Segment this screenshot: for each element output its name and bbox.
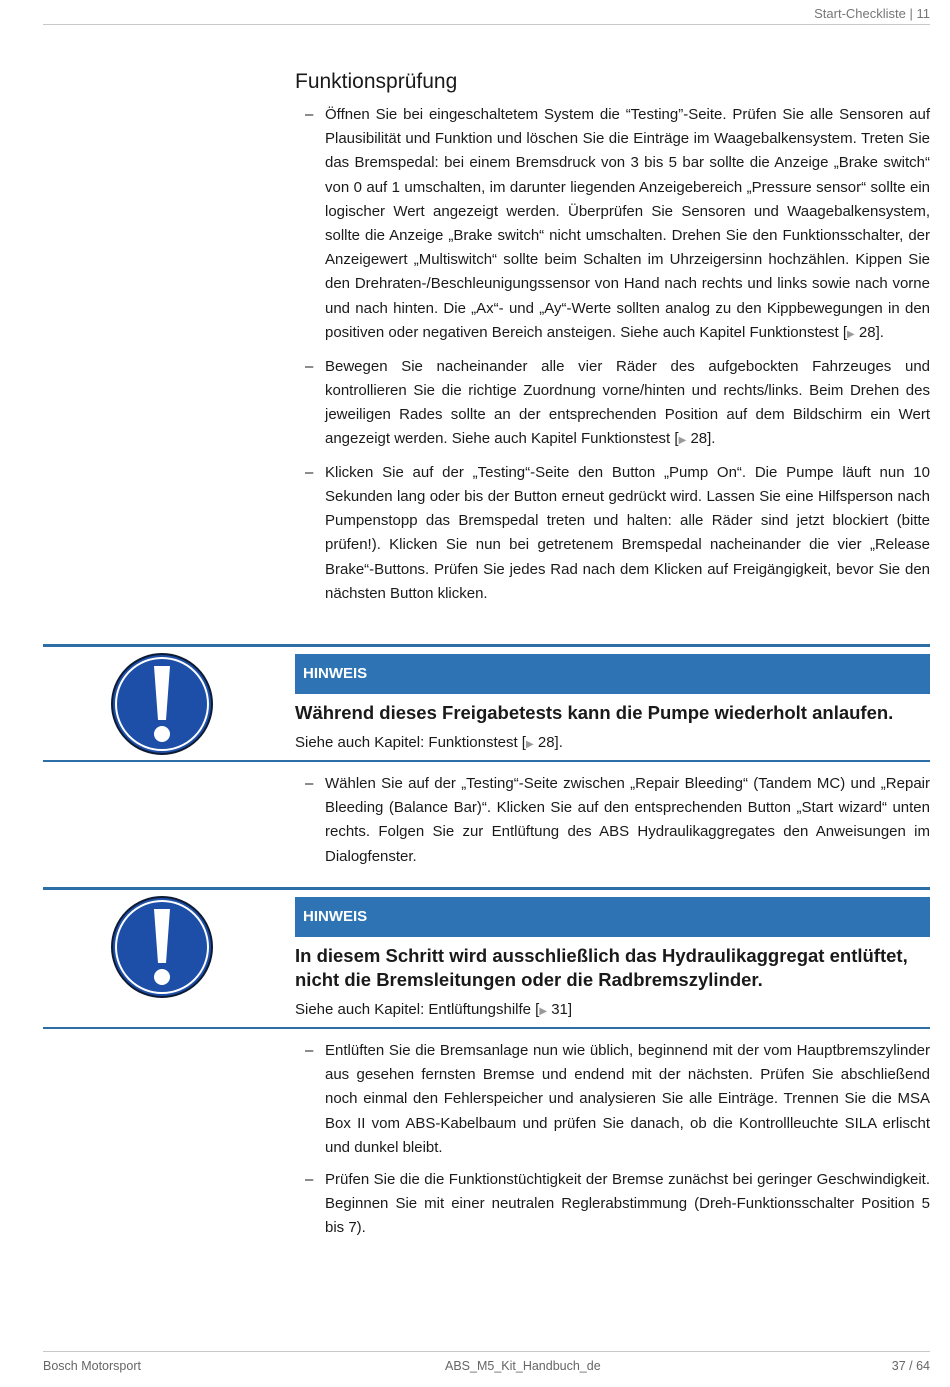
notice-reference: Siehe auch Kapitel: Funktionstest [▶ 28]. xyxy=(295,734,563,751)
notice-bottom-rule xyxy=(43,1027,930,1029)
notice-top-rule xyxy=(43,644,930,647)
warning-exclamation-icon xyxy=(110,895,214,999)
instruction-list-2 xyxy=(295,772,930,876)
footer-divider xyxy=(43,1351,930,1352)
footer-page-number: 37 / 64 xyxy=(891,1359,930,1373)
notice-reference: Siehe auch Kapitel: Entlüftungshilfe [▶ 31] xyxy=(295,1001,573,1018)
list-item: – Klicken Sie auf der „Testing“-Seite den Button „Pump On“. Die Pumpe läuft nun 10 Sekunden lang oder bis der Button erneut gedrückt wird. Lassen Sie eine Hilfsperson nach Pumpenstopp das Bremspedal treten und halten: alle Räder sind jetzt blockiert (bitte prüfen!). Klicken Sie nun bei getretenem Bremspedal nacheinander die vier „Release Brake“-Buttons. Prüfen Sie jedes Rad nach dem Klicken auf Freigängigkeit, bevor Sie den nächsten Button klicken. xyxy=(305,463,930,602)
list-item: – Entlüften Sie die Bremsanlage nun wie üblich, beginnend mit der vom Hauptbremszylinder aus gesehen fernsten Bremse und endend mit der nächsten. Prüfen Sie abschließend noch einmal den Fehlerspeicher und analysieren Sie alle Einträge. Trennen Sie die MSA Box II vom ABS-Kabelbaum und prüfen Sie danach, ob die Kontrollleuchte SILA erlischt und dunkel bleibt. xyxy=(305,1042,930,1156)
instruction-list-1 xyxy=(295,103,930,614)
page-ref-arrow-icon: ▶ xyxy=(678,435,687,447)
page-ref-link[interactable]: 28 xyxy=(537,734,555,751)
section-title: Funktionsprüfung xyxy=(295,70,458,93)
running-header: Start-Checkliste | 11 xyxy=(814,6,930,21)
page-ref-arrow-icon: ▶ xyxy=(539,1006,548,1017)
warning-exclamation-icon xyxy=(110,652,214,756)
page-ref-arrow-icon: ▶ xyxy=(847,328,855,340)
notice-label: HINWEIS xyxy=(295,897,930,937)
notice-title: Während dieses Freigabetests kann die Pumpe wiederholt anlaufen. xyxy=(295,702,894,723)
page-ref-arrow-icon: ▶ xyxy=(525,739,534,750)
footer-company: Bosch Motorsport xyxy=(43,1359,141,1373)
notice-title: In diesem Schritt wird ausschließlich das Hydraulikaggregat entlüftet, nicht die Bremsleitungen oder die Radbremszylinder. xyxy=(295,945,908,990)
header-divider xyxy=(43,24,930,25)
list-item: – Wählen Sie auf der „Testing“-Seite zwischen „Repair Bleeding“ (Tandem MC) und „Repair Bleeding (Balance Bar)“. Klicken Sie auf den entsprechenden Button „Start wizard“ unten rechts. Folgen Sie zur Entlüftung des ABS Hydraulikaggregates den Anweisungen im Dialogfenster. xyxy=(305,775,930,865)
page-ref-link[interactable]: 28 xyxy=(858,323,876,341)
notice-label: HINWEIS xyxy=(295,654,930,694)
list-item: – Prüfen Sie die die Funktionstüchtigkeit der Bremse zunächst bei geringer Geschwindigkeit. Beginnen Sie mit einer neutralen Reglerabstimmung (Dreh-Funktionsschalter Position 5 bis 7). xyxy=(305,1170,930,1236)
list-item: – Öffnen Sie bei eingeschaltetem System die “Testing”-Seite. Prüfen Sie alle Sensoren auf Plausibilität und Funktion und löschen Sie die Einträge im Waagebalkensystem. Treten Sie das Bremspedal: bei einem Bremsdruck von 3 bis 5 bar sollte die Anzeige „Brake switch“ von 0 auf 1 umschalten, im darunter liegenden Anzeigebereich „Pressure sensor“ sollte ein logischer Wert angezeigt werden. Überprüfen Sie Sensoren und Waagebalkensystem, sollte die Anzeige „Brake switch“ nicht umschalten. Drehen Sie den Funktionsschalter, der Anzeigewert „Multiswitch“ sollte beim Schalten im Uhrzeigersinn hochzählen. Kippen Sie den Drehraten-/Beschleunigungssensor von Hand nach rechts und links sowie nach vorne und nach hinten. Die „Ax“- und „Ay“-Werte sollten analog zu den Kippbewegungen in den positiven oder negativen Bereich ansteigen. Siehe auch Kapitel Funktionstest [▶ 28]. xyxy=(305,106,930,341)
notice-bottom-rule xyxy=(43,760,930,762)
notice-top-rule xyxy=(43,887,930,890)
footer-document-name: ABS_M5_Kit_Handbuch_de xyxy=(445,1359,601,1373)
page-ref-link[interactable]: 28 xyxy=(690,430,708,448)
list-item: – Bewegen Sie nacheinander alle vier Räder des aufgebockten Fahrzeuges und kontrollieren Sie die richtige Zuordnung vorne/hinten und rechts/links. Beim Drehen des jeweiligen Rades sollte an der entsprechenden Position auf dem Bildschirm ein Wert angezeigt werden. Siehe auch Kapitel Funktionstest [▶ 28]. xyxy=(305,357,930,448)
instruction-list-3 xyxy=(295,1039,930,1248)
page-ref-link[interactable]: 31 xyxy=(551,1001,568,1018)
